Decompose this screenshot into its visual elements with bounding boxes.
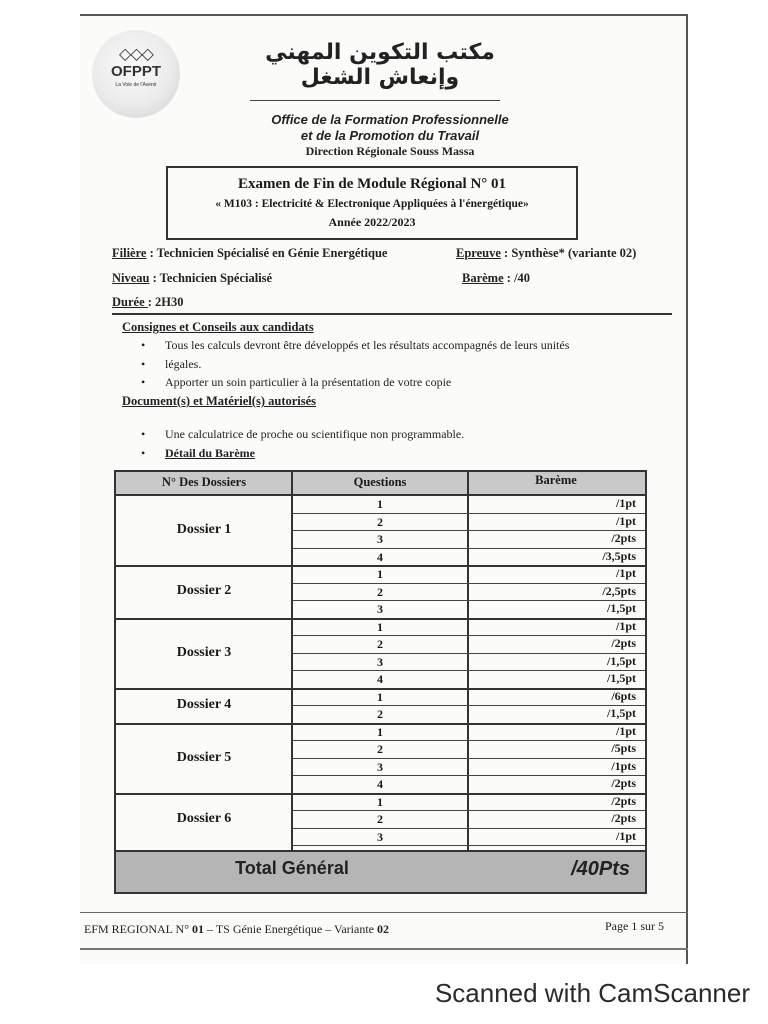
header-divider	[250, 100, 500, 101]
consigne-text: Apporter un soin particulier à la présentation de votre copie	[165, 375, 452, 389]
question-number: 2	[377, 584, 383, 599]
table-row	[292, 584, 645, 602]
bottom-border	[80, 948, 688, 950]
camscanner-watermark: Scanned with CamScanner	[434, 978, 750, 1008]
footer-divider	[80, 912, 688, 913]
table-row	[292, 689, 645, 707]
question-number: 1	[377, 689, 383, 704]
footer-page-number: Page 1 sur 5	[605, 919, 664, 933]
consigne-text-continued: légales.	[165, 357, 202, 371]
documents-title: Document(s) et Matériel(s) autorisés	[122, 394, 317, 408]
epreuve-value: : Synthèse* (variante 02)	[500, 246, 637, 260]
filiere	[112, 246, 387, 261]
footer-left-c: – TS Génie Energétique – Variante	[204, 922, 377, 936]
question-points: /1pt	[615, 513, 636, 528]
question-points: /2pts	[611, 531, 636, 545]
table-row	[292, 759, 645, 777]
logo-tagline: La Voie de l'Avenir	[115, 82, 157, 88]
table-row	[292, 496, 645, 514]
dossier-label: Dossier 2	[176, 583, 232, 599]
total-value: /40Pts	[571, 858, 630, 880]
question-number: 3	[377, 602, 383, 616]
question-number: 2	[377, 707, 383, 721]
info-divider	[112, 313, 672, 315]
header-bareme: Barème	[535, 473, 577, 487]
question-points: /2pts	[611, 776, 636, 790]
table-row	[292, 601, 645, 619]
question-points: /1pt	[615, 723, 636, 738]
table-row	[292, 654, 645, 672]
footer-left-a: EFM REGIONAL N°	[84, 922, 193, 936]
question-points: /2pts	[611, 636, 636, 650]
table-row	[292, 549, 645, 567]
footer-left-d: 02	[377, 922, 389, 936]
question-points: /5pts	[611, 741, 636, 755]
bareme-detail-title: Détail du Barème	[165, 446, 255, 460]
document-text: Une calculatrice de proche ou scientifique non programmable.	[165, 427, 465, 441]
niveau-value: : Technicien Spécialisé	[149, 271, 273, 285]
question-points: /1pt	[615, 618, 636, 633]
table-row	[292, 514, 645, 532]
filiere-label: Filière	[112, 246, 147, 260]
total-label: Total Général	[235, 858, 349, 878]
question-points: /1pts	[611, 758, 636, 773]
question-number: 1	[377, 724, 383, 739]
org-line-1: Office de la Formation Professionnelle	[271, 112, 509, 127]
exam-module: « M103 : Electricité & Electronique Appliquées à l'énergétique»	[215, 198, 529, 210]
question-points: /1,5pt	[606, 671, 636, 685]
top-border	[80, 14, 688, 16]
table-row	[292, 636, 645, 654]
duree	[112, 295, 184, 310]
dossier-label: Dossier 6	[176, 810, 232, 826]
question-points: /6pts	[611, 688, 636, 703]
question-number: 3	[377, 759, 383, 774]
table-row	[292, 619, 645, 637]
duree-label: Durée	[112, 295, 148, 309]
question-number: 2	[377, 812, 383, 826]
footer-left-b: 01	[192, 922, 205, 936]
question-number: 2	[377, 742, 383, 756]
table-row	[292, 811, 645, 829]
exam-title-box	[166, 166, 578, 240]
question-points: /1,5pt	[606, 706, 636, 720]
niveau-label: Niveau	[112, 271, 150, 285]
table-row	[292, 531, 645, 549]
question-number: 2	[377, 637, 383, 651]
table-header	[116, 472, 645, 496]
question-points: /3,5pts	[602, 548, 636, 563]
bareme-value: : /40	[503, 271, 531, 285]
question-number: 1	[377, 794, 383, 809]
question-points: /2pts	[611, 793, 636, 808]
filiere-value: : Technicien Spécialisé en Génie Energétique	[146, 246, 388, 260]
epreuve-label: Epreuve	[456, 246, 501, 260]
consigne-text: Tous les calculs devront être développés et les résultats accompagnés de leurs unités	[165, 338, 570, 352]
table-row	[292, 794, 645, 812]
question-points: /1pt	[615, 828, 636, 843]
epreuve	[456, 246, 636, 261]
bareme-table	[114, 470, 647, 894]
logo-symbol-icon: ◇◇◇	[119, 44, 153, 63]
header-questions: Questions	[353, 475, 407, 489]
table-row	[292, 829, 645, 847]
table-row	[292, 566, 645, 584]
exam-year: Année 2022/2023	[328, 215, 416, 229]
question-points: /1pt	[615, 566, 636, 580]
org-line-2: et de la Promotion du Travail	[300, 128, 480, 143]
question-number: 1	[377, 567, 383, 581]
dossier-label: Dossier 3	[176, 644, 232, 660]
question-number: 4	[377, 549, 383, 564]
question-points: /2,5pts	[602, 583, 636, 598]
total-row	[116, 850, 645, 892]
table-row	[292, 724, 645, 742]
right-border	[686, 14, 688, 964]
footer-left	[84, 922, 389, 937]
bareme-label: Barème	[462, 271, 504, 285]
consignes-title: Consignes et Conseils aux candidats	[122, 320, 314, 334]
duree-value: : 2H30	[147, 295, 184, 309]
question-number: 1	[377, 497, 383, 511]
question-number: 1	[377, 619, 383, 634]
question-points: /2pts	[611, 811, 636, 825]
question-number: 3	[377, 654, 383, 669]
question-points: /1pt	[615, 496, 636, 510]
dossier-label: Dossier 4	[176, 697, 232, 712]
direction: Direction Régionale Souss Massa	[305, 144, 475, 158]
arabic-title: مكتب التكوين المهني وإنعاش الشغل	[265, 40, 495, 90]
question-points: /1,5pt	[606, 601, 636, 615]
exam-title: Examen de Fin de Module Régional N° 01	[237, 176, 507, 192]
question-number: 4	[377, 777, 383, 791]
dossier-label: Dossier 5	[176, 749, 232, 765]
table-row	[292, 706, 645, 724]
table-row	[292, 741, 645, 759]
question-points: /1,5pt	[606, 653, 636, 668]
dossier-label: Dossier 1	[176, 522, 232, 537]
ofppt-logo	[92, 30, 180, 118]
niveau	[112, 271, 272, 286]
logo-name: OFPPT	[110, 63, 161, 80]
question-number: 3	[377, 829, 383, 844]
question-number: 4	[377, 672, 383, 686]
question-number: 2	[377, 514, 383, 529]
bareme	[462, 271, 530, 286]
table-row	[292, 776, 645, 794]
header-dossiers: N° Des Dossiers	[161, 475, 247, 489]
table-row	[292, 671, 645, 689]
question-number: 3	[377, 532, 383, 546]
